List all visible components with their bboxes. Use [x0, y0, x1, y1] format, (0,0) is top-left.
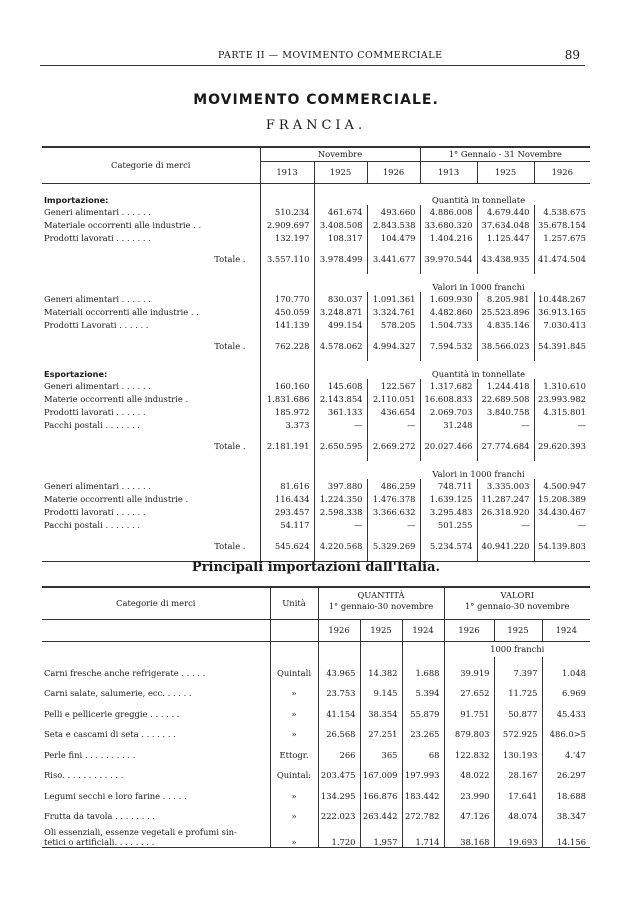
cell-value: 68	[402, 739, 444, 760]
france-trade-table	[42, 146, 590, 562]
cell-value: 1.720	[318, 821, 360, 847]
row-label: Prodotti lavorati . . . . . . .	[44, 232, 151, 243]
total-value: 20.027.466	[420, 431, 477, 461]
section-label	[42, 461, 260, 479]
cell-value: 397.880	[314, 479, 367, 492]
total-row	[42, 431, 590, 461]
cell-value: 167.009	[360, 760, 402, 781]
quantity-header: QUANTITÀ	[318, 587, 444, 601]
total-value: 5.234.574	[420, 531, 477, 561]
row-label: Pelli e pellicerie greggie . . . . . .	[44, 708, 180, 719]
cell-value: 108.317	[314, 231, 367, 244]
total-value: 40.941.220	[477, 531, 534, 561]
cell-value: 4.500.947	[534, 479, 590, 492]
cell-value: 493.660	[367, 205, 420, 218]
unit-row	[42, 461, 590, 479]
cell-value: 1.476.378	[367, 492, 420, 505]
cell-value: —	[314, 518, 367, 531]
table-row	[42, 492, 590, 505]
cell-value: 141.139	[260, 318, 314, 331]
year-header: 1913	[420, 161, 477, 183]
category-header: Categorie di merci	[116, 598, 196, 609]
cell-value: 197.993	[402, 760, 444, 781]
row-label: Materie occorrenti alle industrie .	[44, 393, 189, 404]
cell-value: 122.832	[444, 739, 494, 760]
row-label: Materiali occorrenti alle industrie . .	[44, 306, 199, 317]
unit-label: Quantità in tonnellate	[431, 195, 526, 205]
row-label: Frutta da tavola . . . . . . . .	[44, 811, 156, 821]
row-label: Pacchi postali . . . . . . .	[44, 419, 141, 430]
cell-value: 33.680.320	[420, 218, 477, 231]
cell-value: 879.803	[444, 719, 494, 740]
cell-value: 572.925	[494, 719, 542, 740]
cell-value: 28.167	[494, 760, 542, 781]
unit-header: Unità	[270, 587, 318, 619]
unit-cell: »	[270, 719, 318, 740]
cell-value: 34.430.467	[534, 505, 590, 518]
cell-value: 45.433	[542, 698, 590, 719]
unit-row	[42, 183, 590, 205]
section-label: Esportazione:	[44, 369, 108, 379]
table-row	[42, 657, 590, 678]
cell-value: 38.347	[542, 801, 590, 822]
cell-value: 263.442	[360, 801, 402, 822]
cell-value: 1.957	[360, 821, 402, 847]
table-row	[42, 678, 590, 699]
cell-value: 81.616	[260, 479, 314, 492]
year-header: 1926	[444, 619, 494, 641]
total-value: 41.474.504	[534, 244, 590, 274]
cell-value: 37.634.048	[477, 218, 534, 231]
unit-cell: Quintal:	[270, 760, 318, 781]
cell-value: 1.310.610	[534, 379, 590, 392]
cell-value: 38.354	[360, 698, 402, 719]
cell-value: 486.0>5	[542, 719, 590, 740]
cell-value: 14.156	[542, 821, 590, 847]
table-row	[42, 505, 590, 518]
cell-value: 3.366.632	[367, 505, 420, 518]
cell-value: 272.782	[402, 801, 444, 822]
total-label: Totale .	[214, 441, 246, 451]
table-row	[42, 479, 590, 492]
cell-value: —	[534, 518, 590, 531]
table-row	[42, 305, 590, 318]
cell-value: —	[477, 518, 534, 531]
total-value: 4.994.327	[367, 331, 420, 361]
year-header: 1926	[534, 161, 590, 183]
table-row	[42, 780, 590, 801]
cell-value: 47.126	[444, 801, 494, 822]
cell-value: 2.069.703	[420, 405, 477, 418]
cell-value: 41.154	[318, 698, 360, 719]
cell-value: —	[314, 418, 367, 431]
cell-value: 26.318.920	[477, 505, 534, 518]
section-title: Principali importazioni dall'Italia.	[191, 560, 441, 575]
cell-value: 1.831.686	[260, 392, 314, 405]
cell-value: 31.248	[420, 418, 477, 431]
total-value: 3.557.110	[260, 244, 314, 274]
cell-value: 3.295.483	[420, 505, 477, 518]
italy-table-body	[42, 657, 590, 848]
cell-value: 2.909.697	[260, 218, 314, 231]
table-row	[42, 801, 590, 822]
unit-cell: »	[270, 801, 318, 822]
year-header: 1925	[314, 161, 367, 183]
total-row	[42, 531, 590, 561]
year-header: 1925	[494, 619, 542, 641]
cell-value: 170.770	[260, 292, 314, 305]
cell-value: 130.193	[494, 739, 542, 760]
row-label: Riso. . . . . . . . . . . .	[44, 770, 124, 780]
unit-label: Valori in 1000 franchi	[432, 469, 525, 479]
row-label: Pacchi postali . . . . . . .	[44, 519, 141, 530]
row-label: Oli essenziali, essenze vegetali e profumi sin-	[44, 826, 237, 837]
row-label: Seta e cascami di seta . . . . . . .	[44, 729, 176, 739]
cell-value: 2.598.338	[314, 505, 367, 518]
total-value: 39.970.544	[420, 244, 477, 274]
row-label: Generi alimentari . . . . . .	[44, 480, 151, 491]
total-label: Totale .	[214, 341, 246, 351]
cell-value: 27.652	[444, 678, 494, 699]
cell-value: 222.023	[318, 801, 360, 822]
cell-value: —	[534, 418, 590, 431]
cell-value: 1.714	[402, 821, 444, 847]
row-label: Perle fini . . . . . . . . . .	[44, 749, 136, 760]
cell-value: 11.725	[494, 678, 542, 699]
values-header: VALORI	[444, 587, 590, 601]
cell-value: 10.448.267	[534, 292, 590, 305]
unit-cell: »	[270, 780, 318, 801]
table-row	[42, 318, 590, 331]
cell-value: 4.538.675	[534, 205, 590, 218]
unit-row	[42, 361, 590, 379]
table-row	[42, 392, 590, 405]
cell-value: 18.688	[542, 780, 590, 801]
cell-value: 830.037	[314, 292, 367, 305]
total-value: 3.441.677	[367, 244, 420, 274]
cell-value: 1.688	[402, 657, 444, 678]
cell-value: 22.689.508	[477, 392, 534, 405]
cell-value: 185.972	[260, 405, 314, 418]
table-row	[42, 205, 590, 218]
section-label	[42, 274, 260, 292]
cell-value: 26.297	[542, 760, 590, 781]
cell-value: 2.843.538	[367, 218, 420, 231]
total-row	[42, 244, 590, 274]
cell-value: 11.287.247	[477, 492, 534, 505]
table-row	[42, 218, 590, 231]
cell-value: 38.168	[444, 821, 494, 847]
quantity-period: 1° gennaio-30 novembre	[318, 601, 444, 619]
total-label: Totale .	[214, 254, 246, 264]
table-row	[42, 760, 590, 781]
cell-value: 3.335.003	[477, 479, 534, 492]
cell-value: 104.479	[367, 231, 420, 244]
cell-value: 1.609.930	[420, 292, 477, 305]
unit-row	[42, 274, 590, 292]
total-value: 545.624	[260, 531, 314, 561]
country-subtitle: FRANCIA.	[265, 118, 367, 133]
cell-value: 48.022	[444, 760, 494, 781]
cell-value: 2.143.854	[314, 392, 367, 405]
year-header: 1925	[360, 619, 402, 641]
value-unit-label: 1000 franchi	[444, 641, 590, 657]
cell-value: 122.567	[367, 379, 420, 392]
cell-value: 17.641	[494, 780, 542, 801]
cell-value: 14.382	[360, 657, 402, 678]
table-row	[42, 405, 590, 418]
running-head	[40, 50, 580, 64]
row-label: Prodotti lavorati . . . . . .	[44, 406, 146, 417]
cell-value: 1.504.733	[420, 318, 477, 331]
unit-label: Quantità in tonnellate	[431, 369, 526, 379]
total-value: 5.329.269	[367, 531, 420, 561]
year-header: 1924	[402, 619, 444, 641]
table-row	[42, 719, 590, 740]
running-head-title: PARTE II — MOVIMENTO COMMERCIALE	[218, 50, 443, 61]
total-value: 38.566.023	[477, 331, 534, 361]
cell-value: 4.679.440	[477, 205, 534, 218]
cell-value: 486.259	[367, 479, 420, 492]
unit-cell: »	[270, 678, 318, 699]
cell-value: 266	[318, 739, 360, 760]
cell-value: 501.255	[420, 518, 477, 531]
table-row	[42, 739, 590, 760]
cell-value: 134.295	[318, 780, 360, 801]
total-value: 3.978.499	[314, 244, 367, 274]
cell-value: 35.678.154	[534, 218, 590, 231]
table-row	[42, 231, 590, 244]
cell-value: 9.145	[360, 678, 402, 699]
cell-value: 578.205	[367, 318, 420, 331]
total-value: 43.438.935	[477, 244, 534, 274]
cell-value: 166.876	[360, 780, 402, 801]
cell-value: 19.693	[494, 821, 542, 847]
total-value: 762.228	[260, 331, 314, 361]
cell-value: 1.048	[542, 657, 590, 678]
cell-value: 5.394	[402, 678, 444, 699]
total-label: Totale .	[214, 540, 246, 551]
cell-value: 43.965	[318, 657, 360, 678]
page-title: MOVIMENTO COMMERCIALE.	[193, 92, 439, 108]
cell-value: 26.568	[318, 719, 360, 740]
cell-value: 748.711	[420, 479, 477, 492]
cell-value: 4.'47	[542, 739, 590, 760]
cell-value: 203.475	[318, 760, 360, 781]
row-label: Carni salate, salumerie, ecc. . . . . .	[44, 688, 192, 698]
cell-value: 160.160	[260, 379, 314, 392]
row-label: Materiale occorrenti alle industrie . .	[44, 219, 202, 230]
cell-value: 27.251	[360, 719, 402, 740]
cell-value: 1.125.447	[477, 231, 534, 244]
running-head-rule	[40, 65, 585, 66]
cell-value: 23.265	[402, 719, 444, 740]
section-label: Importazione:	[44, 195, 109, 205]
france-table-body	[42, 183, 590, 562]
cell-value: 55.879	[402, 698, 444, 719]
cell-value: 8.205.981	[477, 292, 534, 305]
cell-value: 361.133	[314, 405, 367, 418]
unit-cell: »	[270, 698, 318, 719]
row-label: Generi alimentari . . . . . .	[44, 293, 151, 304]
cell-value: 23.990	[444, 780, 494, 801]
unit-label: Valori in 1000 franchi	[432, 282, 525, 292]
table-row	[42, 698, 590, 719]
cell-value: 293.457	[260, 505, 314, 518]
cell-value: 3.373	[260, 418, 314, 431]
cell-value: —	[477, 418, 534, 431]
cell-value: 1.639.125	[420, 492, 477, 505]
cell-value: 39.919	[444, 657, 494, 678]
cell-value: 3.324.761	[367, 305, 420, 318]
cell-value: 145.608	[314, 379, 367, 392]
unit-cell: Quintali	[270, 657, 318, 678]
cell-value: 25.523.896	[477, 305, 534, 318]
cell-value: —	[367, 418, 420, 431]
cell-value: 132.197	[260, 231, 314, 244]
total-value: 2.181.191	[260, 431, 314, 461]
cell-value: 6.969	[542, 678, 590, 699]
total-value: 7.594.532	[420, 331, 477, 361]
year-header: 1913	[260, 161, 314, 183]
total-value: 4.578.062	[314, 331, 367, 361]
table-row	[42, 379, 590, 392]
cell-value: 510.234	[260, 205, 314, 218]
cell-value: 3.248.871	[314, 305, 367, 318]
cell-value: 91.751	[444, 698, 494, 719]
row-label: Prodotti lavorati . . . . . .	[44, 506, 146, 517]
total-value: 54.139.803	[534, 531, 590, 561]
cell-value: 365	[360, 739, 402, 760]
cell-value: 1.224.350	[314, 492, 367, 505]
cell-value: 1.257.675	[534, 231, 590, 244]
total-value: 2.669.272	[367, 431, 420, 461]
cell-value: 461.674	[314, 205, 367, 218]
row-label: Materie occorrenti alle industrie .	[44, 493, 189, 504]
total-value: 4.220.568	[314, 531, 367, 561]
year-header: 1926	[318, 619, 360, 641]
table-row	[42, 418, 590, 431]
values-period: 1° gennaio-30 novembre	[444, 601, 590, 619]
italy-imports-table	[42, 586, 590, 848]
cell-value: 4.482.860	[420, 305, 477, 318]
unit-cell: »	[270, 821, 318, 847]
cell-value: —	[367, 518, 420, 531]
page-number: 89	[564, 48, 580, 62]
cell-value: 3.840.758	[477, 405, 534, 418]
total-value: 54.391.845	[534, 331, 590, 361]
cell-value: 7.397	[494, 657, 542, 678]
cell-value: 50.877	[494, 698, 542, 719]
cell-value: 4.886.008	[420, 205, 477, 218]
cell-value: 116.434	[260, 492, 314, 505]
cell-value: 450.059	[260, 305, 314, 318]
total-value: 2.650.595	[314, 431, 367, 461]
cell-value: 16.608.833	[420, 392, 477, 405]
cell-value: 36.913.165	[534, 305, 590, 318]
cell-value: 499.154	[314, 318, 367, 331]
cell-value: 1.404.216	[420, 231, 477, 244]
row-label: Carni fresche anche refrigerate . . . . .	[44, 667, 206, 678]
table-row	[42, 292, 590, 305]
cell-value: 2.110.051	[367, 392, 420, 405]
cell-value: 183.442	[402, 780, 444, 801]
category-header: Categorie di merci	[111, 160, 191, 171]
cell-value: 1.091.361	[367, 292, 420, 305]
cell-value: 3.408.508	[314, 218, 367, 231]
row-label: Legumi secchi e loro farine . . . . .	[44, 790, 187, 801]
year-header: 1924	[542, 619, 590, 641]
total-value: 27.774.684	[477, 431, 534, 461]
cell-value: 4.835.146	[477, 318, 534, 331]
row-label-cont: tetici o artificiali. . . . . . . .	[44, 836, 155, 847]
table-row	[42, 821, 590, 847]
cell-value: 4.315.801	[534, 405, 590, 418]
unit-cell: Ettogr.	[270, 739, 318, 760]
novembre-header: Novembre	[260, 147, 420, 161]
cell-value: 54.117	[260, 518, 314, 531]
period-header: 1° Gennaio - 31 Novembre	[420, 147, 590, 161]
cell-value: 48.074	[494, 801, 542, 822]
total-row	[42, 331, 590, 361]
year-header: 1926	[367, 161, 420, 183]
cell-value: 7.030.413	[534, 318, 590, 331]
cell-value: 23.753	[318, 678, 360, 699]
cell-value: 1.317.682	[420, 379, 477, 392]
table-row	[42, 518, 590, 531]
row-label: Generi alimentari . . . . . .	[44, 206, 151, 217]
cell-value: 436.654	[367, 405, 420, 418]
row-label: Generi alimentari . . . . . .	[44, 380, 151, 391]
cell-value: 23.993.982	[534, 392, 590, 405]
cell-value: 15.208.389	[534, 492, 590, 505]
year-header: 1925	[477, 161, 534, 183]
cell-value: 1.244.418	[477, 379, 534, 392]
row-label: Prodotti Lavorati . . . . . .	[44, 319, 149, 330]
total-value: 29.620.393	[534, 431, 590, 461]
